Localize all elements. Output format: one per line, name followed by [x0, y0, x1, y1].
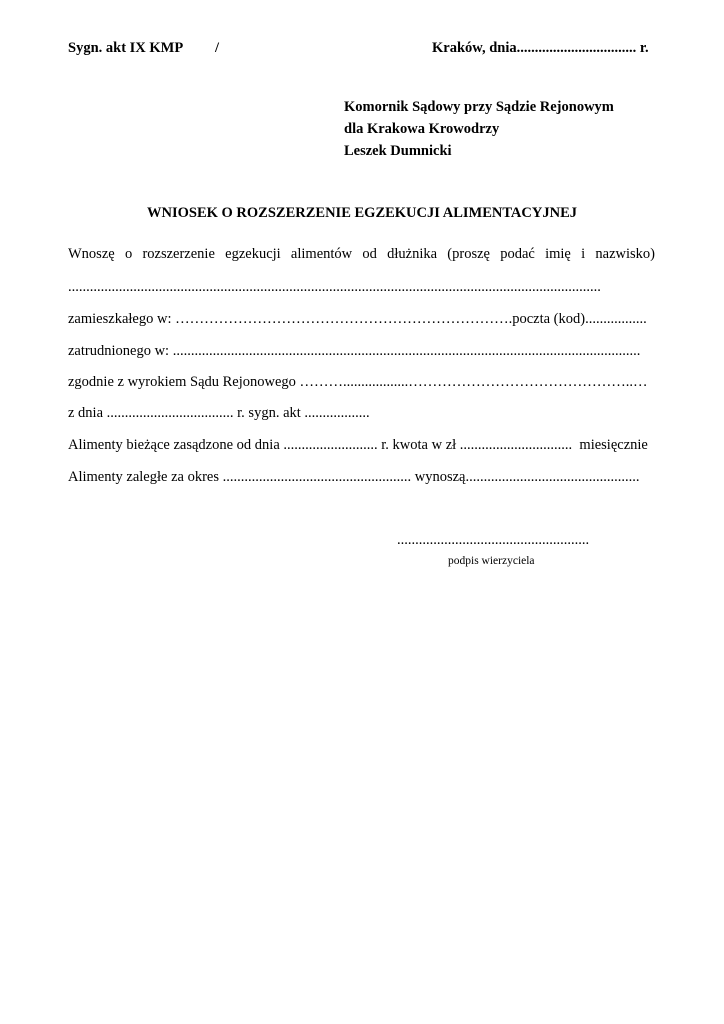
employment-line: zatrudnionego w: .................................................................................................................................: [68, 343, 641, 359]
arrears-alimony-line: Alimenty zaległe za okres .................................................... wynoszą................................................: [68, 469, 640, 485]
case-reference: Sygn. akt IX KMP: [68, 40, 184, 56]
signature-line: .....................................................: [397, 532, 590, 548]
judgment-line: zgodnie z wyrokiem Sądu Rejonowego ………..................………………………………………..…: [68, 374, 648, 390]
addressee-line-2: dla Krakowa Krowodrzy: [344, 121, 500, 137]
case-reference-separator: /: [215, 40, 220, 56]
addressee-line-1: Komornik Sądowy przy Sądzie Rejonowym: [344, 99, 614, 115]
debtor-name-blank: ...................................................................................................................................................: [68, 279, 601, 295]
signature-label: podpis wierzyciela: [448, 555, 535, 567]
residence-line: zamieszkałego w: …………………………………………………………….poczta (kod).................: [68, 311, 647, 327]
current-alimony-line: Alimenty bieżące zasądzone od dnia .......................... r. kwota w zł ............................... miesięcznie: [68, 437, 648, 453]
place-and-date: Kraków, dnia................................. r.: [432, 40, 649, 56]
addressee-line-3: Leszek Dumnicki: [344, 143, 452, 159]
document-title: WNIOSEK O ROZSZERZENIE EGZEKUCJI ALIMENTACYJNEJ: [147, 205, 577, 221]
judgment-date-line: z dnia ................................... r. sygn. akt ..................: [68, 405, 370, 421]
request-line: Wnoszę o rozszerzenie egzekucji alimentów od dłużnika (proszę podać imię i nazwisko): [68, 246, 655, 262]
